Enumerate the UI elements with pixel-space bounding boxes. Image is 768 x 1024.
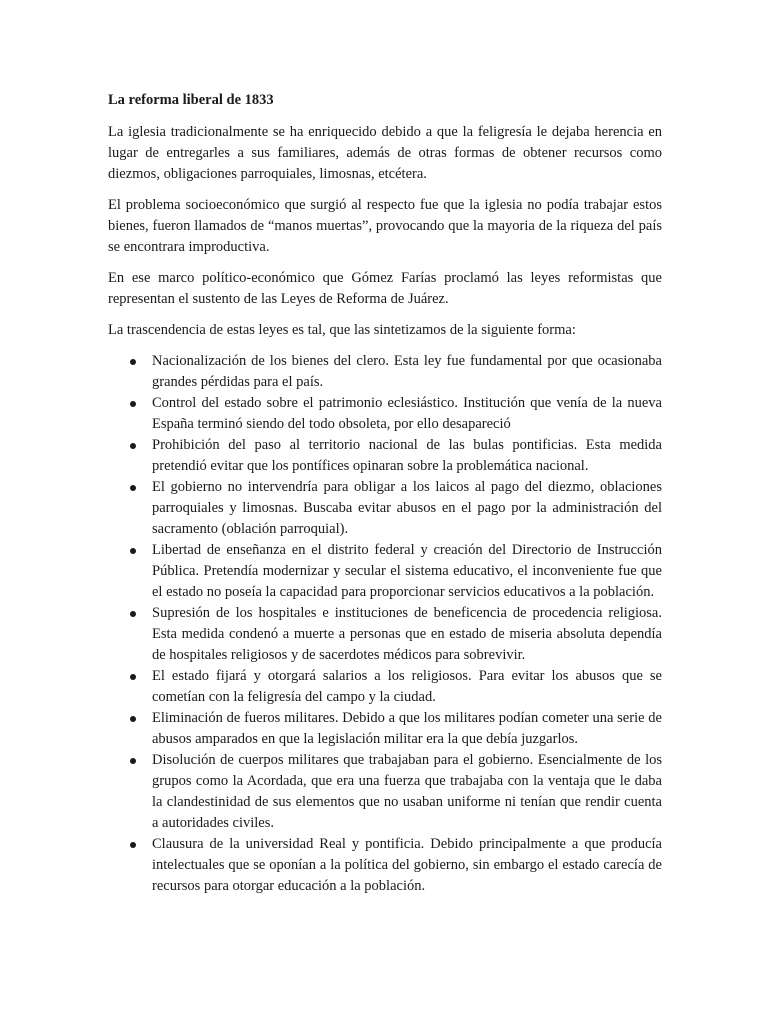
paragraph-2: El problema socioeconómico que surgió al respecto fue que la iglesia no podía trabajar estos bienes, fueron llamados de “manos muertas”, provocando que la mayoria de la riqueza del país se encontrara improductiva. [108,197,662,255]
bullet-icon [130,716,136,722]
bullet-icon [130,359,136,365]
list-item [108,666,662,708]
list-item [108,540,662,603]
list-item-text: Eliminación de fueros militares. Debido a que los militares podían cometer una serie de abusos amparados en que la legislación militar era la que debía juzgarlos. [152,710,662,747]
document-page [108,90,662,897]
bullet-icon [130,758,136,764]
list-item-text: Clausura de la universidad Real y pontificia. Debido principalmente a que producía intelectuales que se oponían a la política del gobierno, sin embargo el estado carecía de recursos para otorgar educación a la población. [152,836,662,894]
paragraph-4: La trascendencia de estas leyes es tal, que las sintetizamos de la siguiente forma: [108,322,576,338]
list-item-text: El estado fijará y otorgará salarios a los religiosos. Para evitar los abusos que se cometían con la feligresía del campo y la ciudad. [152,668,662,705]
bullet-list [108,351,662,897]
list-item [108,435,662,477]
paragraph-3: En ese marco político-económico que Gómez Farías proclamó las leyes reformistas que representan el sustento de las Leyes de Reforma de Juárez. [108,270,662,307]
list-item [108,477,662,540]
bullet-icon [130,401,136,407]
bullet-icon [130,548,136,554]
list-item-text: Libertad de enseñanza en el distrito federal y creación del Directorio de Instrucción Pública. Pretendía modernizar y secular el sistema educativo, el inconveniente fue que el estado no poseía la capacidad para proporcionar servicios educativos a la población. [152,542,662,600]
bullet-icon [130,485,136,491]
list-item [108,351,662,393]
paragraph-1: La iglesia tradicionalmente se ha enriquecido debido a que la feligresía le dejaba herencia en lugar de entregarles a sus familiares, además de otras formas de obtener recursos como diezmos, obligaciones parroquiales, limosnas, etcétera. [108,124,662,182]
list-item-text: Nacionalización de los bienes del clero. Esta ley fue fundamental por que ocasionaba grandes pérdidas para el país. [152,353,662,390]
bullet-icon [130,674,136,680]
list-item-text: El gobierno no intervendría para obligar a los laicos al pago del diezmo, oblaciones parroquiales y limosnas. Buscaba evitar abusos en el pago por la administración del sacramento (oblación parroquial). [152,479,662,537]
list-item-text: Control del estado sobre el patrimonio eclesiástico. Institución que venía de la nueva España terminó siendo del todo obsoleta, por ello desapareció [152,395,662,432]
bullet-icon [130,443,136,449]
document-title: La reforma liberal de 1833 [108,92,274,108]
list-item [108,393,662,435]
list-item-text: Disolución de cuerpos militares que trabajaban para el gobierno. Esencialmente de los grupos como la Acordada, que era una fuerza que trabajaba con la ventaja que le daba la clandestinidad de sus elementos que no usaban uniforme ni tenían que rendir cuenta a autoridades civiles. [152,752,662,831]
list-item-text: Supresión de los hospitales e instituciones de beneficencia de procedencia religiosa. Esta medida condenó a muerte a personas que en estado de miseria absoluta dependía de hospitales religiosos y de sacerdotes médicos para sobrevivir. [152,605,662,663]
list-item [108,750,662,834]
list-item [108,708,662,750]
list-item-text: Prohibición del paso al territorio nacional de las bulas pontificias. Esta medida pretendió evitar que los pontífices opinaran sobre la problemática nacional. [152,437,662,474]
list-item [108,603,662,666]
bullet-icon [130,611,136,617]
list-item [108,834,662,897]
bullet-icon [130,842,136,848]
